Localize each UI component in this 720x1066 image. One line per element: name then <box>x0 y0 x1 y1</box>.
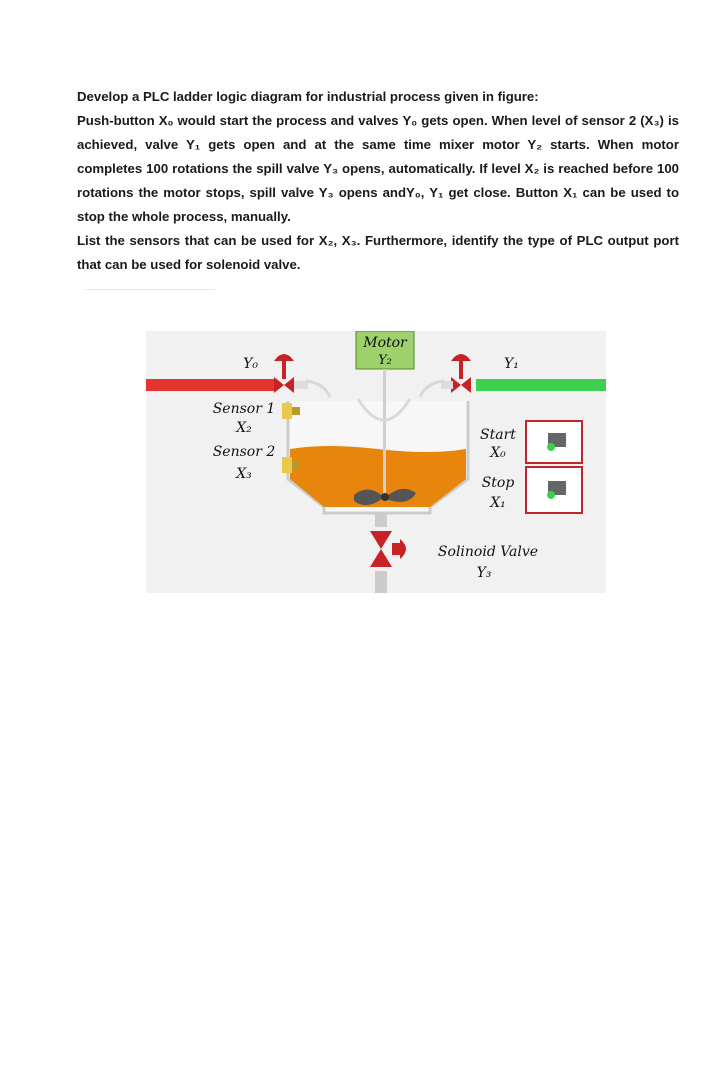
solenoid-tag: Y₃ <box>476 565 492 581</box>
inlet-pipe-green <box>476 379 606 391</box>
solenoid-label: Solinoid Valve <box>437 544 539 560</box>
sensor-1-tag: X₂ <box>236 420 252 436</box>
inlet-pipe-red <box>146 379 274 391</box>
start-tag: X₀ <box>490 445 506 461</box>
process-figure <box>146 331 606 593</box>
solenoid-valve-icon <box>370 531 406 567</box>
problem-statement <box>77 85 679 277</box>
faint-divider <box>85 289 215 290</box>
valve-y0-icon <box>274 354 308 393</box>
valve-y1-label: Y₁ <box>504 356 519 372</box>
sensor-2-label: Sensor 2 <box>212 444 276 460</box>
valve-y1-icon <box>441 354 471 393</box>
start-label: Start <box>480 427 516 443</box>
mixer-shaft <box>383 369 386 495</box>
problem-paragraph-1: Push-button X₀ would start the process and valves Y₀ gets open. When level of sensor 2 (X₃) is achieved, valve Y₁ gets open and at the same time mixer motor Y₂ starts. When motor completes 100 rotations the spill valve Y₃ opens, automatically. If level X₂ is reached before 100 rotations the motor stops, spill valve Y₃ opens andY₀, Y₁ get close. Button X₁ can be used to stop the whole process, manually. <box>77 113 679 224</box>
problem-heading: Develop a PLC ladder logic diagram for industrial process given in figure: <box>77 89 539 104</box>
motor-tag: Y₂ <box>378 353 392 368</box>
problem-paragraph-2: List the sensors that can be used for X₂, X₃. Furthermore, identify the type of PLC output port that can be used for solenoid valve. <box>77 233 679 272</box>
valve-y0-label: Y₀ <box>243 356 258 372</box>
stop-tag: X₁ <box>490 495 506 511</box>
sensor-2-tag: X₃ <box>236 466 252 482</box>
process-diagram <box>146 331 606 593</box>
motor-label: Motor <box>363 335 407 351</box>
sensor-1-label: Sensor 1 <box>212 401 276 417</box>
stop-label: Stop <box>481 475 515 491</box>
